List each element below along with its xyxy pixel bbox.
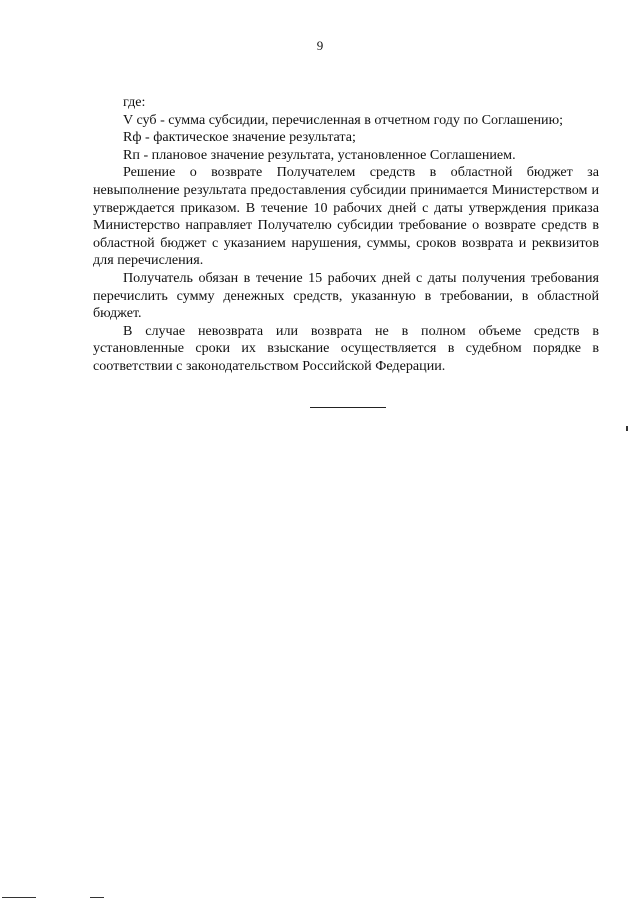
paragraph-court-recovery: В случае невозврата или возврата не в полном объеме средств в установленные сроки их взыскание осуществляется в судебном порядке в соответствии с законодательством Российской Федерации.: [93, 322, 599, 374]
paragraph-return-decision: Решение о возврате Получателем средств в областной бюджет за невыполнение результата предоставления субсидии принимается Министерством и утверждается приказом. В течение 10 рабочих дней с даты утверждения приказа Министерство направляет Получателю субсидии требование о возврате средств в областной бюджет с указанием нарушения, суммы, сроков возврата и реквизитов для перечисления.: [93, 164, 599, 269]
page-number: 9: [316, 38, 324, 53]
scan-artifact-mark: [626, 426, 628, 431]
definition-r-fact: Rф - фактическое значение результата;: [123, 129, 356, 146]
paragraph-recipient-obligation: Получатель обязан в течение 15 рабочих дней с даты получения требования перечислить сумму денежных средств, указанную в требовании, в областной бюджет.: [93, 269, 599, 322]
definition-r-plan: Rп - плановое значение результата, установленное Соглашением.: [123, 146, 516, 163]
end-separator-line: [310, 407, 386, 408]
document-body: [93, 94, 599, 376]
scan-artifact-mark: [2, 897, 36, 898]
definition-v-sub: V суб - сумма субсидии, перечисленная в отчетном году по Соглашению;: [123, 111, 564, 128]
scan-artifact-mark: [90, 897, 104, 898]
where-label: где:: [123, 94, 146, 110]
